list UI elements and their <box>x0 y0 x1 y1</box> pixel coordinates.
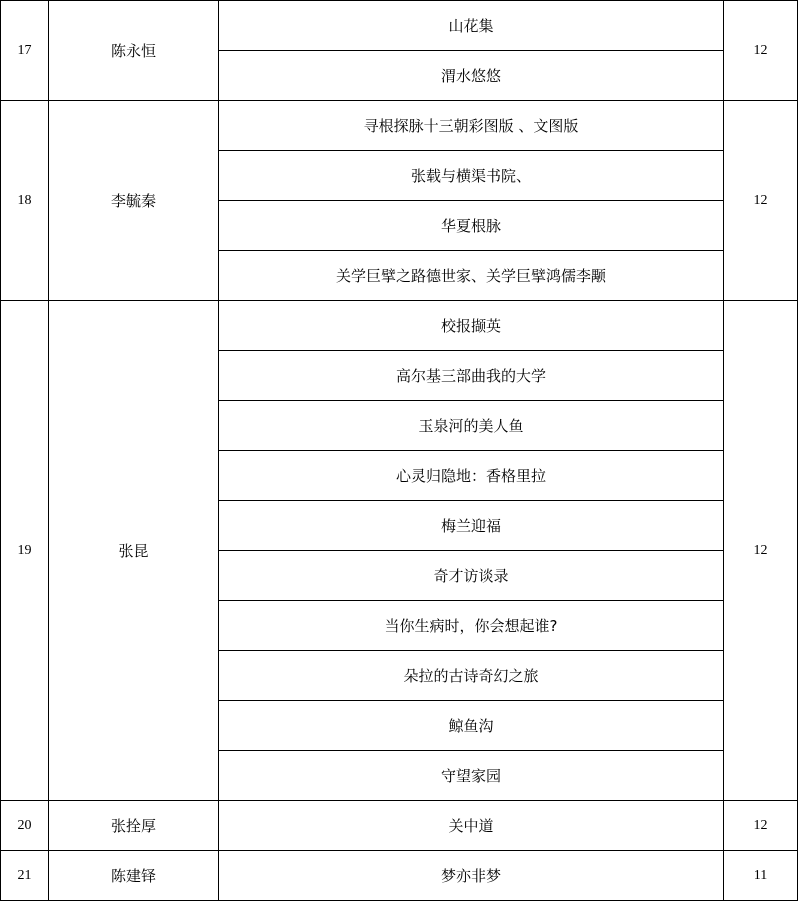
row-number: 17 <box>1 1 49 101</box>
book-title: 心灵归隐地：香格里拉 <box>219 451 724 501</box>
book-title: 关中道 <box>219 801 724 851</box>
book-title: 山花集 <box>219 1 724 51</box>
table-row <box>1 801 798 851</box>
book-count: 12 <box>724 1 798 101</box>
table-row <box>1 101 798 151</box>
book-count: 12 <box>724 101 798 301</box>
row-number: 18 <box>1 101 49 301</box>
row-number: 21 <box>1 851 49 901</box>
book-title: 梅兰迎福 <box>219 501 724 551</box>
book-title: 华夏根脉 <box>219 201 724 251</box>
book-title: 鲸鱼沟 <box>219 701 724 751</box>
book-title: 渭水悠悠 <box>219 51 724 101</box>
book-title: 奇才访谈录 <box>219 551 724 601</box>
book-title: 校报撷英 <box>219 301 724 351</box>
table-row <box>1 851 798 901</box>
row-number: 19 <box>1 301 49 801</box>
row-number: 20 <box>1 801 49 851</box>
author-name: 陈建铎 <box>49 851 219 901</box>
book-title: 玉泉河的美人鱼 <box>219 401 724 451</box>
author-name: 李毓秦 <box>49 101 219 301</box>
table-row <box>1 301 798 351</box>
book-title: 梦亦非梦 <box>219 851 724 901</box>
book-count: 12 <box>724 801 798 851</box>
table-row <box>1 1 798 51</box>
author-name: 张拴厚 <box>49 801 219 851</box>
book-title: 当你生病时，你会想起谁? <box>219 601 724 651</box>
book-title: 高尔基三部曲我的大学 <box>219 351 724 401</box>
book-title: 朵拉的古诗奇幻之旅 <box>219 651 724 701</box>
book-title: 寻根探脉十三朝彩图版 、文图版 <box>219 101 724 151</box>
book-title: 张载与横渠书院、 <box>219 151 724 201</box>
book-count: 11 <box>724 851 798 901</box>
book-count: 12 <box>724 301 798 801</box>
author-name: 张昆 <box>49 301 219 801</box>
author-name: 陈永恒 <box>49 1 219 101</box>
book-title: 守望家园 <box>219 751 724 801</box>
book-title: 关学巨擘之路德世家、关学巨擘鸿儒李颙 <box>219 251 724 301</box>
